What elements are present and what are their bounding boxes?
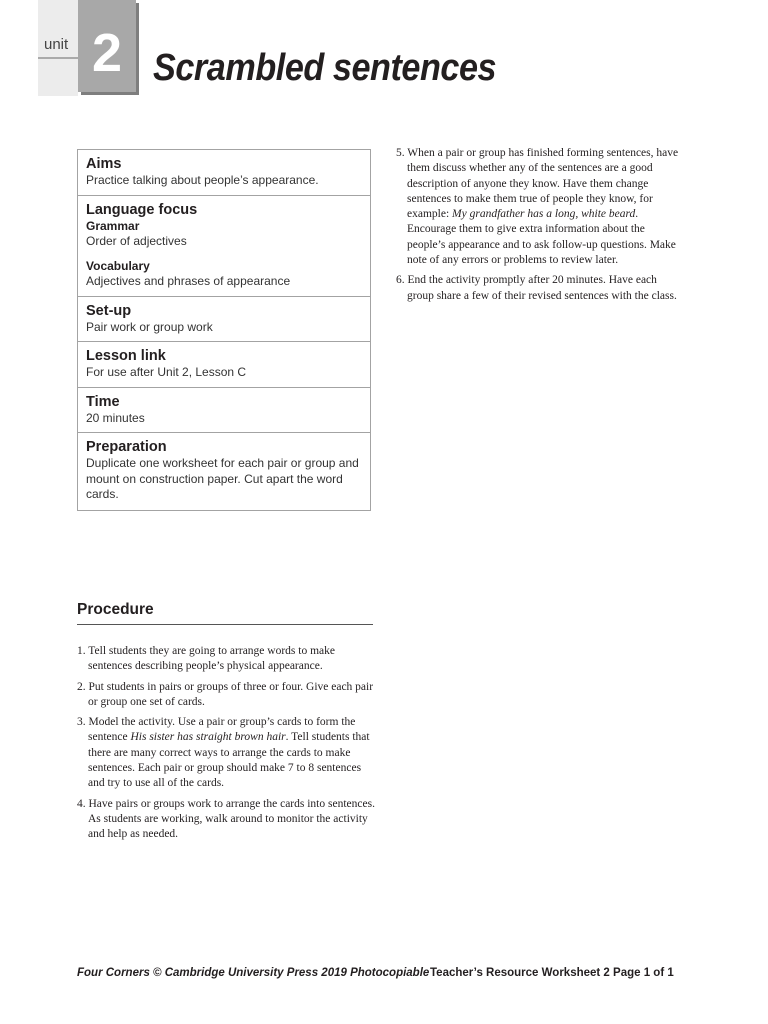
procedure-steps-left	[77, 644, 377, 848]
step-3-example: His sister has straight brown hair	[130, 731, 286, 744]
procedure-step-4: 4. Have pairs or groups work to arrange the cards into sentences. As students are working, walk around to monitor the activity and help as needed.	[77, 797, 375, 841]
preparation-heading: Preparation	[86, 439, 167, 455]
unit-number: 2	[91, 23, 123, 83]
grammar-label: Grammar	[86, 218, 140, 233]
step-3-text-start: 3. Model the activity. Use a pair or group’s cards to form the sentence	[77, 716, 356, 744]
setup-section	[78, 297, 370, 343]
language-focus-section	[78, 196, 370, 297]
aims-text: Practice talking about people’s appearance.	[86, 173, 319, 187]
step-5-text-end: . Encourage them to give extra information about the people’s appearance and to ask follow-up questions. Make note of any errors or problems to review later.	[407, 208, 676, 267]
procedure-steps-right	[396, 146, 686, 309]
step-3-text-end: . Tell students that there are many correct ways to arrange the cards to make sentences. Each pair or group should make 7 to 8 sentences and try to use all of the cards.	[88, 731, 370, 790]
vocabulary-label: Vocabulary	[86, 259, 150, 273]
preparation-section	[78, 433, 370, 510]
procedure-step-5	[396, 146, 686, 268]
grammar-text: Order of adjectives	[86, 233, 187, 248]
step-5-text-start: 5. When a pair or group has finished forming sentences, have them discuss whether any of the sentences are a good description of anyone they know. Have them change sentences to make them true of people they know, for example:	[396, 147, 679, 221]
footer-page-info: Teacher’s Resource Worksheet 2 Page 1 of 1	[430, 967, 674, 979]
footer-copyright: Four Corners © Cambridge University Press 2019 Photocopiable	[77, 967, 430, 979]
time-section	[78, 388, 370, 434]
aims-heading: Aims	[86, 156, 122, 172]
unit-label: unit	[44, 36, 69, 53]
setup-heading: Set-up	[86, 302, 132, 319]
procedure-step-2: 2. Put students in pairs or groups of three or four. Give each pair or group one set of cards.	[77, 680, 374, 708]
lesson-link-text: For use after Unit 2, Lesson C	[86, 365, 247, 379]
time-text: 20 minutes	[86, 410, 145, 425]
lesson-info-box	[77, 149, 371, 511]
lesson-link-heading: Lesson link	[86, 348, 166, 364]
procedure-step-3	[77, 715, 377, 791]
procedure-step-6: 6. End the activity promptly after 20 minutes. Have each group share a few of their revised sentences with the class.	[396, 274, 677, 302]
procedure-heading: Procedure	[77, 600, 373, 625]
step-5-example: My grandfather has a long, white beard	[452, 208, 636, 221]
lesson-link-section	[78, 342, 370, 388]
page-title: Scrambled sentences	[153, 47, 497, 89]
setup-text: Pair work or group work	[86, 319, 213, 334]
unit-divider	[38, 57, 80, 59]
aims-section	[78, 150, 370, 196]
vocabulary-text: Adjectives and phrases of appearance	[86, 274, 291, 288]
procedure-step-1: 1. Tell students they are going to arrange words to make sentences describing people’s physical appearance.	[77, 645, 335, 673]
time-heading: Time	[86, 393, 120, 410]
language-focus-heading: Language focus	[86, 201, 198, 218]
preparation-text: Duplicate one worksheet for each pair or group and mount on construction paper. Cut apart the word cards.	[86, 456, 359, 501]
